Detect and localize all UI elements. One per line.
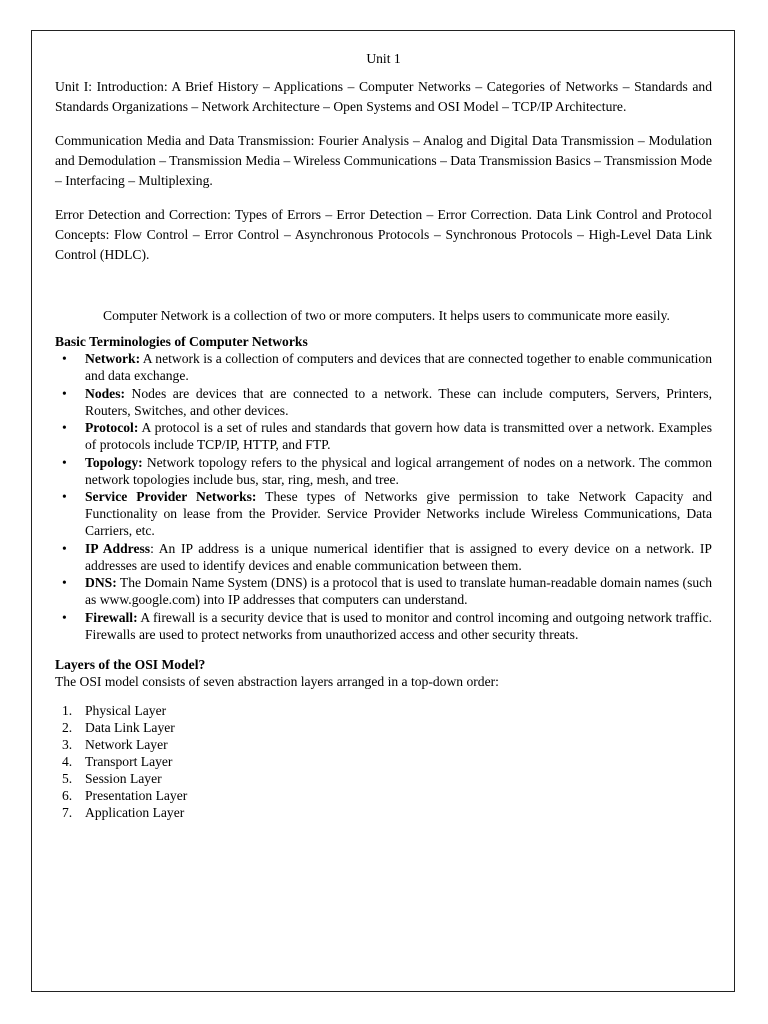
bullet-icon: • <box>62 489 67 504</box>
intro-paragraph: Computer Network is a collection of two or more computers. It helps users to communicate more easily. <box>103 308 670 323</box>
list-item <box>62 574 712 608</box>
layer-label: Physical Layer <box>85 702 167 718</box>
list-item <box>62 488 712 539</box>
bullet-icon: • <box>62 351 67 366</box>
term-text: : An IP address is a unique numerical identifier that is assigned to every device on a network. IP addresses are used to identify devices and enable communication between them. <box>85 540 712 573</box>
list-number: 5. <box>62 770 73 786</box>
list-number: 7. <box>62 804 73 820</box>
document-body <box>55 50 712 821</box>
list-item <box>62 736 712 753</box>
term-text: The Domain Name System (DNS) is a protocol that is used to translate human-readable domain names (such as www.google.com) into IP addresses that computers can understand. <box>85 575 712 607</box>
list-number: 3. <box>62 736 73 752</box>
term-name: Protocol: <box>85 420 139 435</box>
bullet-icon: • <box>62 454 67 470</box>
term-name: Service Provider Networks: <box>85 489 257 504</box>
term-text: A network is a collection of computers and devices that are connected together to enable communication and data exchange. <box>85 351 712 383</box>
term-text: These types of Networks give permission to take Network Capacity and Functionality on lease from the Provider. Service Provider Networks include Wireless Communications, Data Carriers, etc. <box>85 489 712 538</box>
term-name: DNS: <box>85 575 117 590</box>
layer-label: Network Layer <box>85 736 168 752</box>
syllabus-paragraph-3: Error Detection and Correction: Types of Errors – Error Detection – Error Correction. Data Link Control and Protocol Concepts: Flow Control – Error Control – Asynchronous Protocols – Synchronous Protocols – High-Level Data Link Control (HDLC). <box>55 207 712 262</box>
layer-label: Application Layer <box>85 804 185 820</box>
term-name: IP Address <box>85 540 151 556</box>
bullet-icon: • <box>62 385 67 401</box>
term-name: Firewall: <box>85 609 138 625</box>
layer-label: Transport Layer <box>85 753 173 769</box>
bullet-icon: • <box>62 540 67 556</box>
list-number: 1. <box>62 702 73 718</box>
list-item <box>62 702 712 719</box>
list-item <box>62 770 712 787</box>
list-number: 6. <box>62 787 73 803</box>
list-item <box>62 350 712 384</box>
list-number: 4. <box>62 753 73 769</box>
syllabus-paragraph-1: Unit I: Introduction: A Brief History – Applications – Computer Networks – Categories of Networks – Standards and Standards Organizations – Network Architecture – Open Systems and OSI Model – TCP/IP Architecture. <box>55 79 712 114</box>
bullet-icon: • <box>62 420 67 435</box>
bullet-icon: • <box>62 609 67 625</box>
layer-label: Data Link Layer <box>85 719 175 735</box>
list-item <box>62 540 712 574</box>
list-item <box>62 719 712 736</box>
list-item <box>62 385 712 419</box>
list-number: 2. <box>62 719 73 735</box>
terminology-heading: Basic Terminologies of Computer Networks <box>55 334 308 349</box>
term-name: Network: <box>85 351 141 366</box>
osi-intro: The OSI model consists of seven abstraction layers arranged in a top-down order: <box>55 673 499 689</box>
list-item <box>62 804 712 821</box>
list-item <box>62 454 712 488</box>
syllabus-paragraph-2: Communication Media and Data Transmission: Fourier Analysis – Analog and Digital Data Transmission – Modulation and Demodulation – Transmission Media – Wireless Communications – Data Transmission Basics – Transmission Mode – Interfacing – Multiplexing. <box>55 133 712 188</box>
terminology-list <box>55 350 712 643</box>
osi-heading: Layers of the OSI Model? <box>55 656 206 672</box>
list-item <box>62 787 712 804</box>
document-title: Unit 1 <box>366 51 401 66</box>
list-item <box>62 753 712 770</box>
list-item <box>62 419 712 453</box>
osi-layer-list <box>55 702 712 821</box>
term-text: A firewall is a security device that is used to monitor and control incoming and outgoing network traffic. Firewalls are used to protect networks from unauthorized access and other security threats. <box>85 609 712 642</box>
term-text: A protocol is a set of rules and standards that govern how data is transmitted over a network. Examples of protocols include TCP/IP, HTTP, and FTP. <box>85 420 712 452</box>
term-name: Topology: <box>85 454 143 470</box>
term-text: Nodes are devices that are connected to a network. These can include computers, Servers, Printers, Routers, Switches, and other devices. <box>85 385 712 418</box>
layer-label: Presentation Layer <box>85 787 188 803</box>
term-name: Nodes: <box>85 385 126 401</box>
layer-label: Session Layer <box>85 770 162 786</box>
term-text: Network topology refers to the physical and logical arrangement of nodes on a network. The common network topologies include bus, star, ring, mesh, and tree. <box>85 454 712 487</box>
bullet-icon: • <box>62 575 67 590</box>
list-item <box>62 609 712 643</box>
